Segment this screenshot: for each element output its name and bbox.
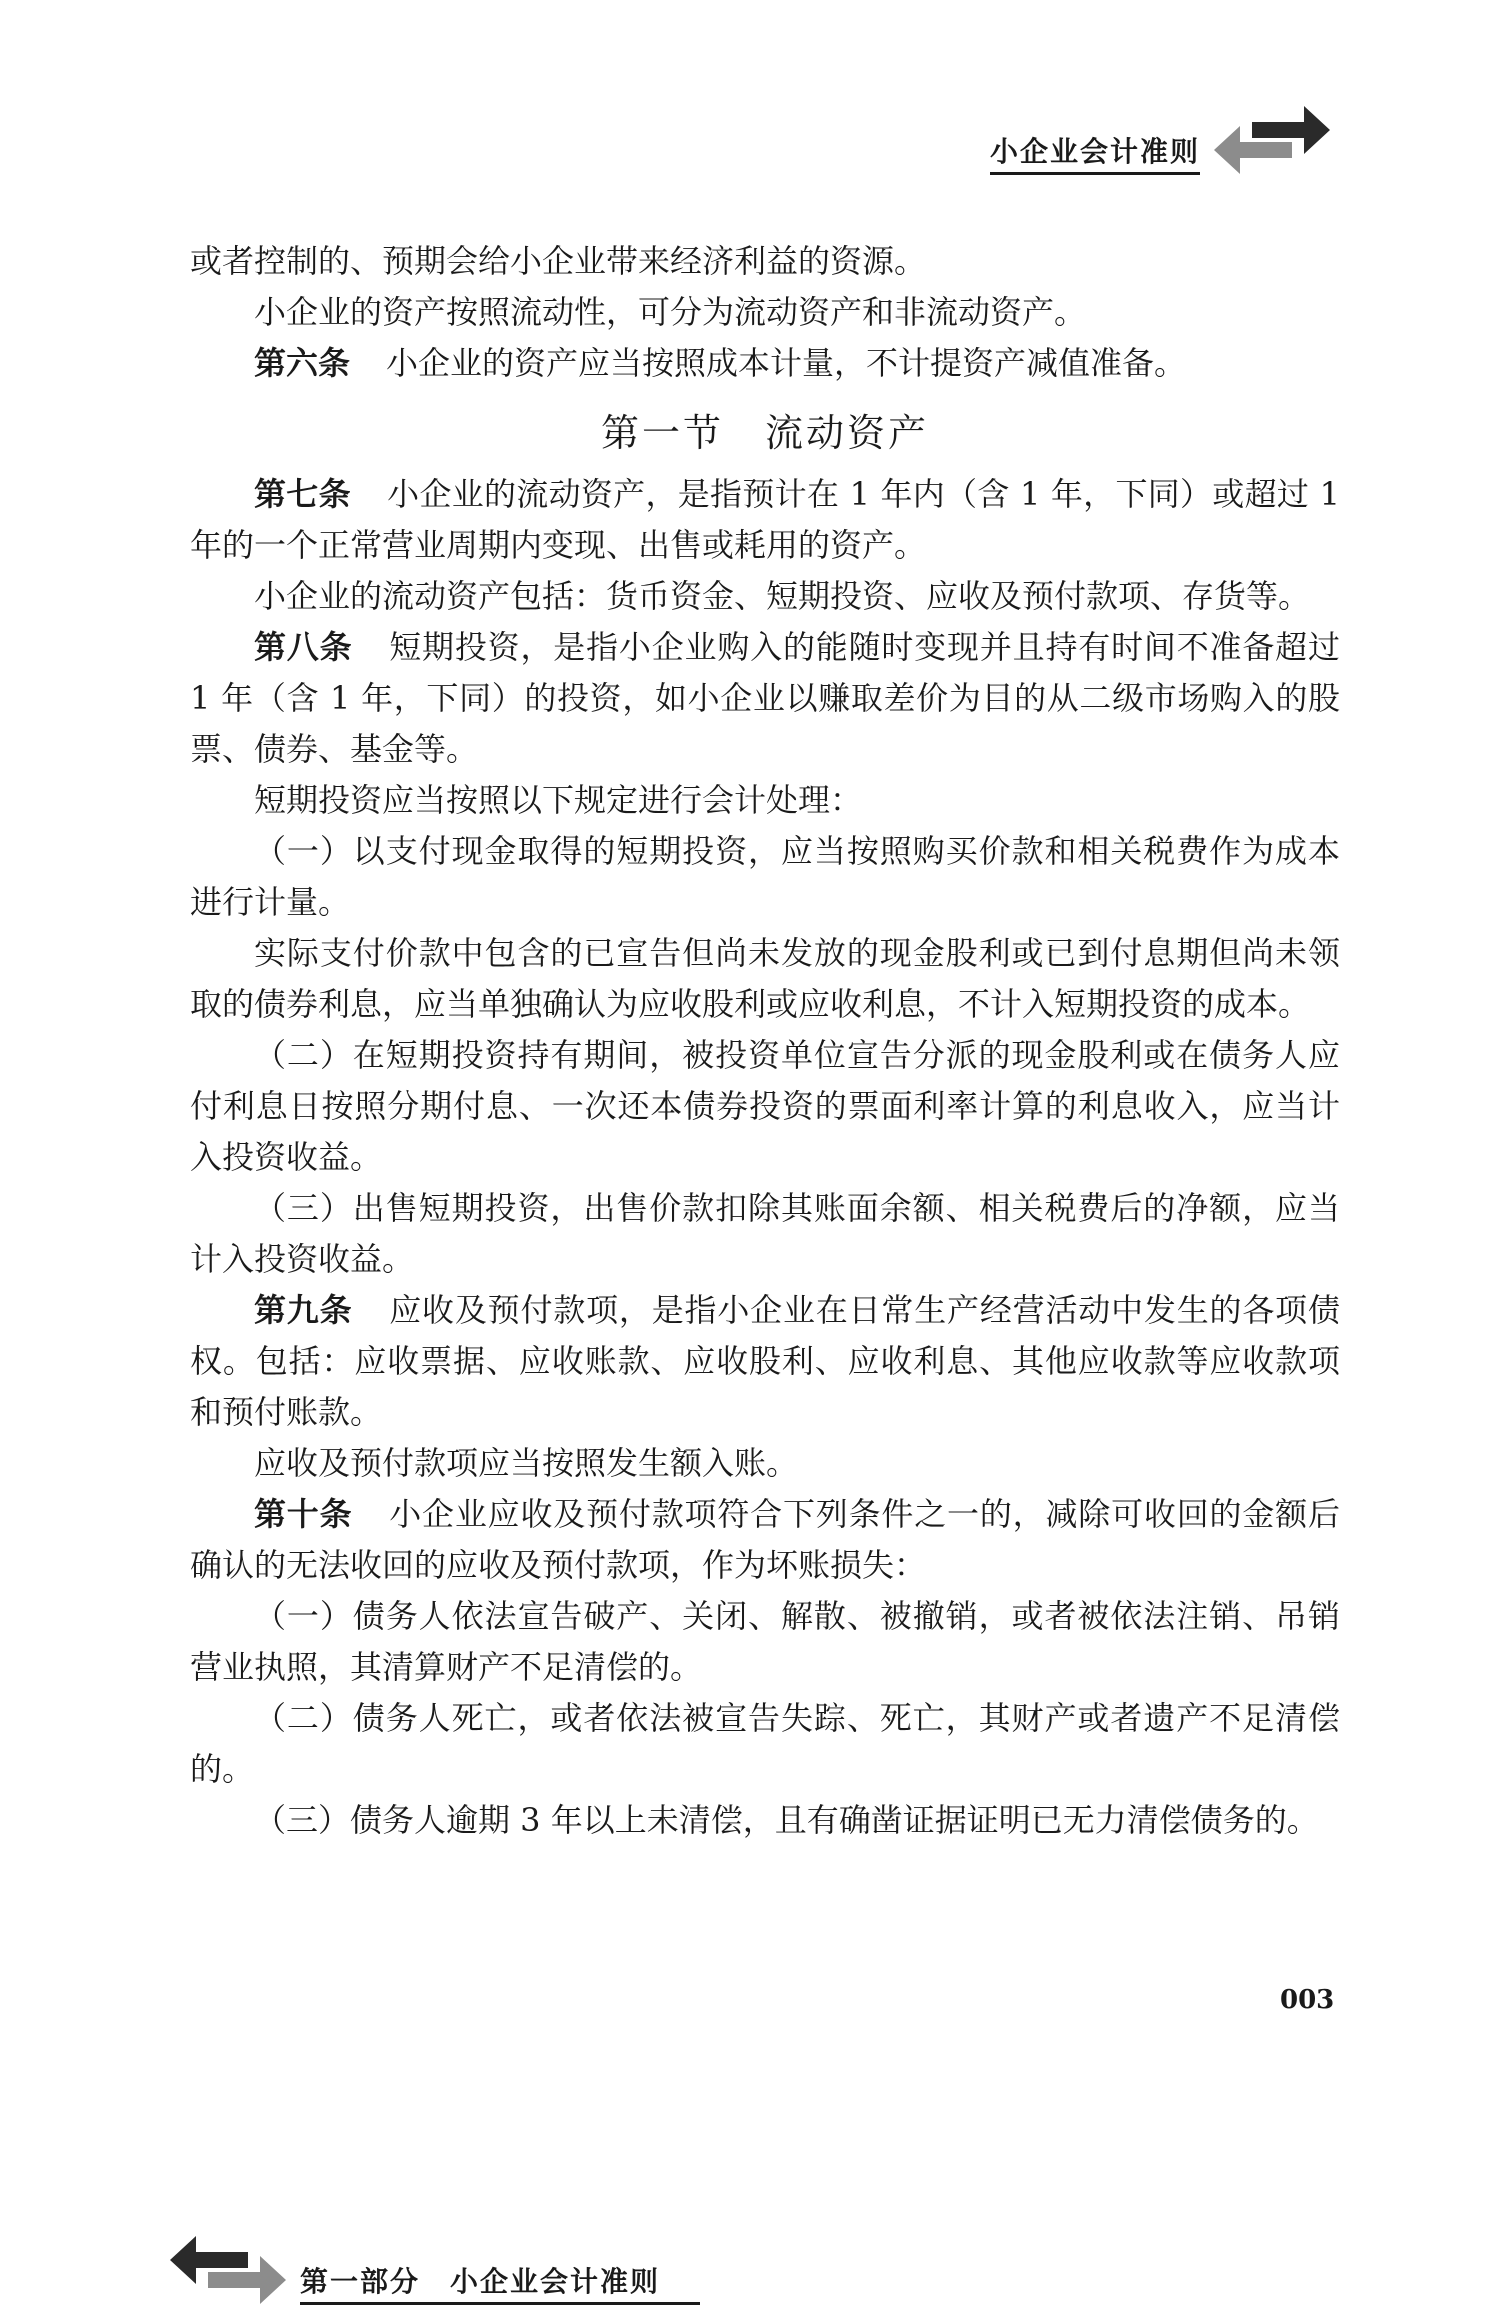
document-body [190, 236, 1340, 1846]
paragraph: 或者控制的、预期会给小企业带来经济利益的资源。 [190, 242, 927, 280]
page-number: 003 [1280, 1985, 1335, 2015]
paragraph: 应收及预付款项应当按照发生额入账。 [254, 1444, 799, 1482]
paragraph: （三）出售短期投资，出售价款扣除其账面余额、相关税费后的净额，应当计入投资收益。 [190, 1189, 1340, 1278]
article-label: 第七条 [254, 475, 351, 513]
paragraph: （一）债务人依法宣告破产、关闭、解散、被撤销，或者被依法注销、吊销营业执照，其清算财产不足清偿的。 [190, 1597, 1340, 1686]
paragraph: 实际支付价款中包含的已宣告但尚未发放的现金股利或已到付息期但尚未领取的债券利息，应当单独确认为应收股利或应收利息，不计入短期投资的成本。 [190, 934, 1340, 1023]
double-arrow-icon [168, 2230, 288, 2310]
footer-part-label: 第一部分 [300, 2265, 421, 2298]
article-label: 第八条 [254, 628, 353, 666]
article-paragraph: 第七条 小企业的流动资产，是指预计在 1 年内（含 1 年，下同）或超过 1 年的一个正常营业周期内变现、出售或耗用的资产。 [190, 475, 1340, 564]
double-arrow-icon [1212, 100, 1332, 180]
article-label: 第十条 [254, 1495, 353, 1533]
paragraph: （一）以支付现金取得的短期投资，应当按照购买价款和相关税费作为成本进行计量。 [190, 832, 1340, 921]
article-label: 第六条 [254, 344, 351, 382]
article-paragraph: 第六条 小企业的资产应当按照成本计量，不计提资产减值准备。 [254, 344, 1187, 382]
paragraph: 小企业的资产按照流动性，可分为流动资产和非流动资产。 [254, 293, 1087, 331]
header-title: 小企业会计准则 [990, 130, 1200, 175]
article-paragraph: 第九条 应收及预付款项，是指小企业在日常生产经营活动中发生的各项债权。包括：应收票据、应收账款、应收股利、应收利息、其他应收款等应收款项和预付账款。 [190, 1291, 1340, 1431]
article-label: 第九条 [254, 1291, 353, 1329]
paragraph: （三）债务人逾期 3 年以上未清偿，且有确凿证据证明已无力清偿债务的。 [254, 1801, 1319, 1839]
paragraph: 短期投资应当按照以下规定进行会计处理： [254, 781, 863, 819]
article-paragraph: 第八条 短期投资，是指小企业购入的能随时变现并且持有时间不准备超过 1 年（含 1 年，下同）的投资，如小企业以赚取差价为目的从二级市场购入的股票、债券、基金等。 [190, 628, 1340, 768]
page-footer [0, 2230, 1500, 2322]
page-header [0, 100, 1500, 180]
footer-book-title: 小企业会计准则 [450, 2265, 661, 2298]
paragraph: （二）债务人死亡，或者依法被宣告失踪、死亡，其财产或者遗产不足清偿的。 [190, 1699, 1340, 1788]
article-paragraph: 第十条 小企业应收及预付款项符合下列条件之一的，减除可收回的金额后确认的无法收回的应收及预付款项，作为坏账损失： [190, 1495, 1340, 1584]
footer-title [300, 2260, 700, 2305]
paragraph: 小企业的流动资产包括：货币资金、短期投资、应收及预付款项、存货等。 [254, 577, 1311, 615]
paragraph: （二）在短期投资持有期间，被投资单位宣告分派的现金股利或在债务人应付利息日按照分期付息、一次还本债券投资的票面利率计算的利息收入，应当计入投资收益。 [190, 1036, 1340, 1176]
section-title: 第一节 流动资产 [600, 411, 929, 455]
